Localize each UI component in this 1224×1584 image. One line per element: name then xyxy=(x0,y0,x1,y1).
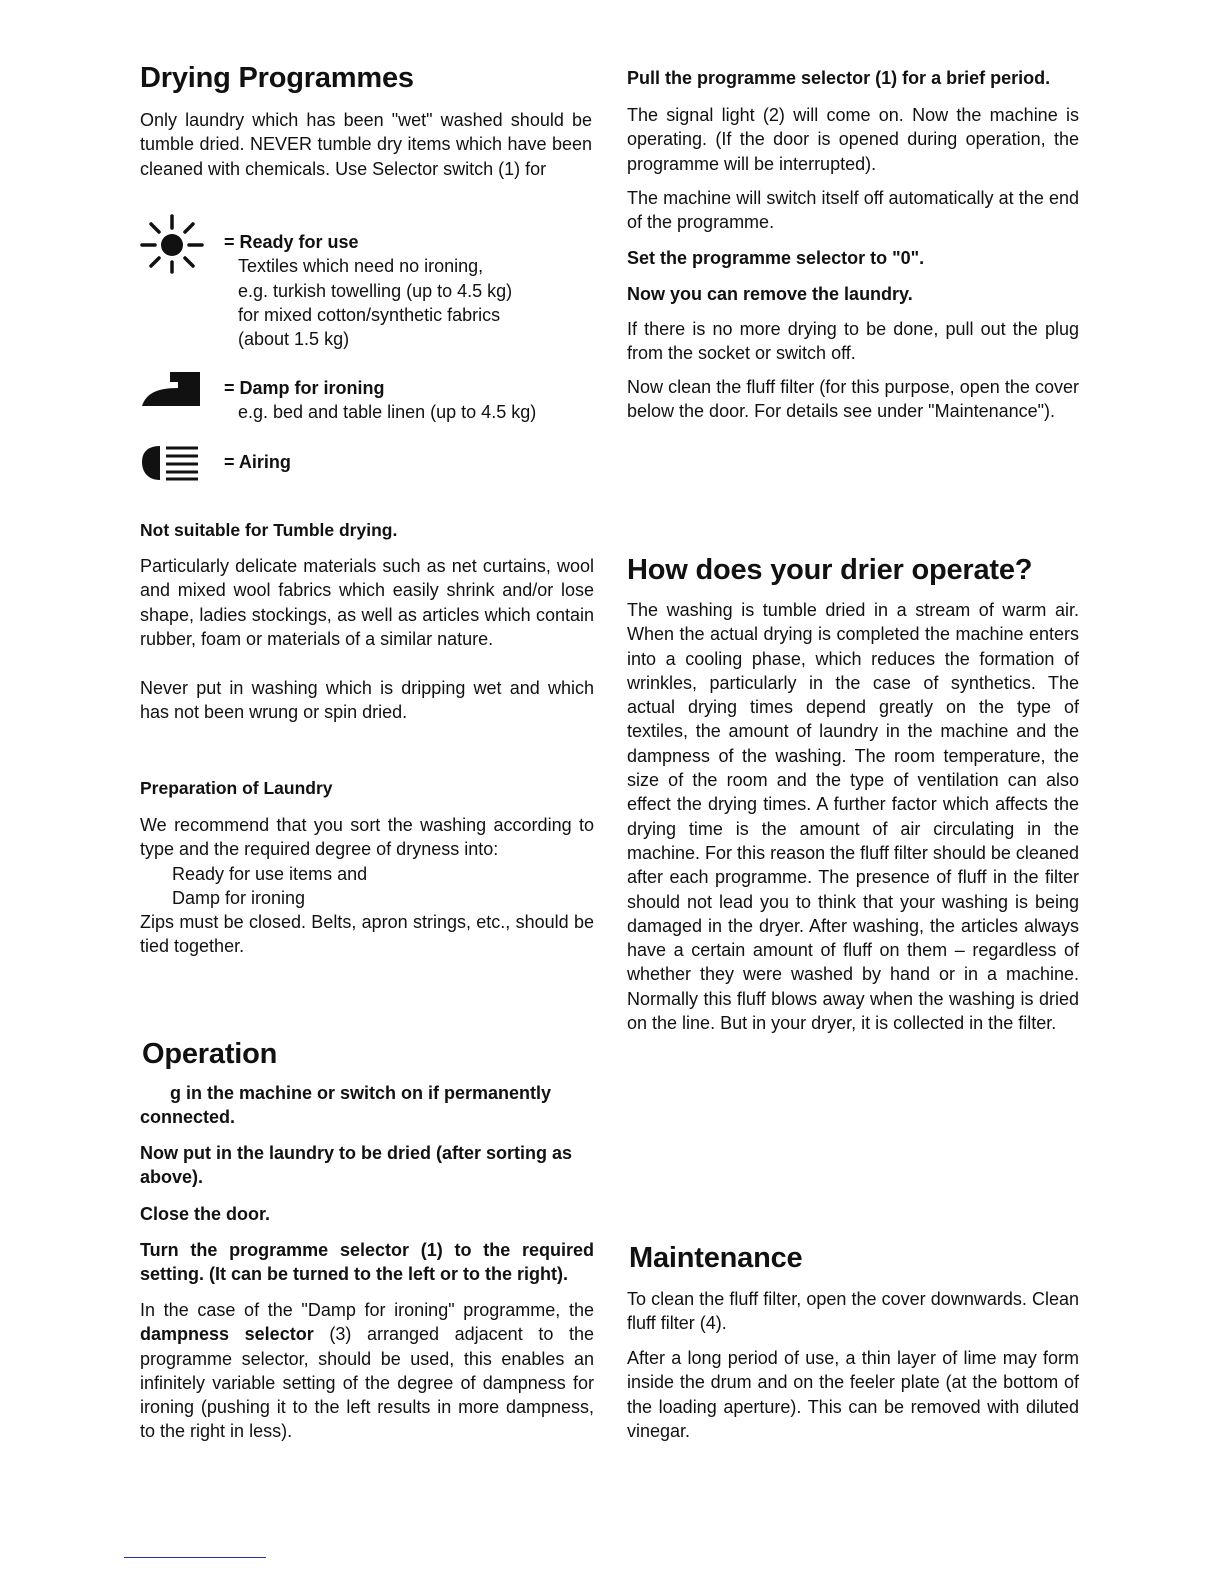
operation-damp-text: In the case of the "Damp for ironing" programme, the dampness selector (3) arranged adjacent to the programme selector, should be used, this enables an infinitely variable setting of the degree of dampness for ironing (pushing it to the left results in more dampness, to the right in less). xyxy=(140,1300,594,1442)
dampness-selector-term: dampness selector xyxy=(140,1324,314,1345)
maintenance-text-1: To clean the fluff filter, open the cover downwards. Clean fluff filter (4). xyxy=(627,1289,1079,1334)
set-zero-text: Set the programme selector to "0". xyxy=(627,248,925,268)
signal-light-text: The signal light (2) will come on. Now the machine is operating. (If the door is opened during operation, the programme will be interrupted). xyxy=(627,105,1079,174)
how-does-drier-operate-text: The washing is tumble dried in a stream of warm air. When the actual drying is completed the machine enters into a cooling phase, which reduces the formation of wrinkles, particularly in the case of synthetics. The actual drying times depend greatly on the type of textiles, the amount of laundry in the machine and the dampness of the washing. The room temperature, the size of the room and the type of ventilation can also effect the drying times. A further factor which affects the drying time is the amount of air circulating in the machine. For this reason the fluff filter should be cleaned after each programme. The presence of fluff in the filter should not lead you to think that your washing is being damaged in the dryer. After washing, the articles always have a certain amount of fluff on them – regardless of whether they were washed by hand or in a machine. Normally this fluff blows away when the washing is dried on the line. But in your dryer, it is collected in the filter. xyxy=(627,600,1079,1034)
clean-filter-text: Now clean the fluff filter (for this purpose, open the cover below the door. For details see under "Maintenance"). xyxy=(627,377,1079,422)
preparation-heading: Preparation of Laundry xyxy=(140,778,333,798)
programme-line: (about 1.5 kg) xyxy=(238,329,350,350)
programme-line: Textiles which need no ironing, xyxy=(238,256,484,277)
preparation-item: Ready for use items and xyxy=(172,864,368,884)
preparation-text: We recommend that you sort the washing according to type and the required degree of dryness into: xyxy=(140,815,594,860)
operation-plug-text: g in the machine or switch on if permanently connected. xyxy=(140,1083,552,1128)
programme-label: = Damp for ironing xyxy=(224,378,385,398)
remove-laundry-text: Now you can remove the laundry. xyxy=(627,284,913,304)
programme-line: for mixed cotton/synthetic fabrics xyxy=(238,304,501,325)
pull-selector-text: Pull the programme selector (1) for a brief period. xyxy=(627,68,1051,88)
preparation-item: Damp for ironing xyxy=(172,888,306,908)
how-does-drier-operate-heading: How does your drier operate? xyxy=(627,554,1033,586)
iron-icon xyxy=(140,366,204,426)
programme-line: e.g. bed and table linen (up to 4.5 kg) xyxy=(238,402,537,423)
drying-programmes-heading: Drying Programmes xyxy=(140,62,414,94)
airing-icon xyxy=(140,442,204,502)
operation-heading: Operation xyxy=(142,1038,278,1070)
footer-rule xyxy=(124,1557,266,1558)
never-dripping-text: Never put in washing which is dripping wet and which has not been wrung or spin dried. xyxy=(140,678,594,723)
programme-line: e.g. turkish towelling (up to 4.5 kg) xyxy=(238,280,513,301)
not-suitable-heading: Not suitable for Tumble drying. xyxy=(140,520,398,540)
switch-off-text: The machine will switch itself off automatically at the end of the programme. xyxy=(627,188,1079,233)
programme-label: = Ready for use xyxy=(224,232,359,252)
maintenance-text-2: After a long period of use, a thin layer of lime may form inside the drum and on the feeler plate (at the bottom of the loading aperture). This can be removed with diluted vinegar. xyxy=(627,1348,1079,1441)
not-suitable-text: Particularly delicate materials such as net curtains, wool and mixed wool fabrics which easily shrink and/or lose shape, ladies stockings, as well as articles which contain rubber, foam or materials of a similar nature. xyxy=(140,556,594,649)
programme-label: = Airing xyxy=(224,452,291,472)
operation-turn-text: Turn the programme selector (1) to the required setting. (It can be turned to the left or to the right). xyxy=(140,1240,594,1285)
operation-close-text: Close the door. xyxy=(140,1204,271,1224)
maintenance-heading: Maintenance xyxy=(629,1242,803,1274)
sun-icon xyxy=(140,214,204,274)
no-more-drying-text: If there is no more drying to be done, pull out the plug from the socket or switch off. xyxy=(627,319,1079,364)
zips-text: Zips must be closed. Belts, apron strings, etc., should be tied together. xyxy=(140,912,594,957)
drying-intro: Only laundry which has been "wet" washed should be tumble dried. NEVER tumble dry items which have been cleaned with chemicals. Use Selector switch (1) for xyxy=(140,110,592,179)
operation-put-text: Now put in the laundry to be dried (after sorting as above). xyxy=(140,1143,573,1188)
